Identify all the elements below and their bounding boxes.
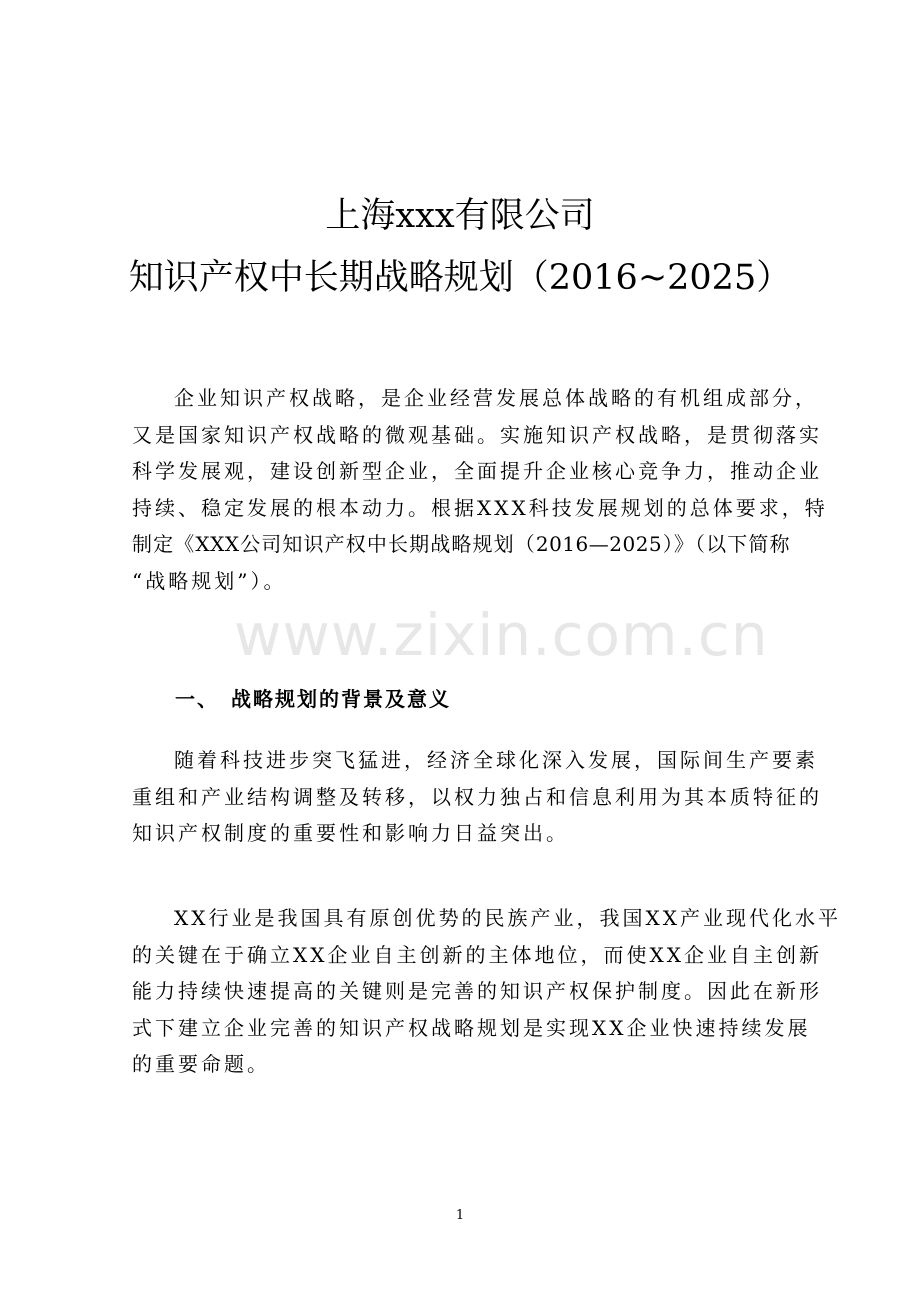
intro-line-6: “战略规划”）。 <box>132 568 287 593</box>
background-line-3: 知识产权制度的重要性和影响力日益突出。 <box>132 821 569 845</box>
background-line-1: 随着科技进步突飞猛进，经济全球化深入发展，国际间生产要素 <box>174 748 818 772</box>
background-paragraph <box>132 742 822 852</box>
intro-line-4: 持续、稳定发展的根本动力。根据XXX科技发展规划的总体要求，特 <box>132 495 828 520</box>
intro-paragraph <box>132 380 828 599</box>
intro-line-3: 科学发展观，建设创新型企业，全面提升企业核心竞争力，推动企业 <box>132 459 822 483</box>
section-title: 战略规划的背景及意义 <box>231 687 451 711</box>
industry-line-3: 能力持续快速提高的关键则是完善的知识产权保护制度。因此在新形 <box>132 979 822 1003</box>
page-number: 1 <box>455 1208 465 1223</box>
industry-line-1: XX行业是我国具有原创优势的民族产业，我国XX产业现代化水平 <box>174 906 841 930</box>
section-heading <box>175 684 451 714</box>
industry-paragraph <box>132 900 841 1083</box>
intro-line-1: 企业知识产权战略，是企业经营发展总体战略的有机组成部分， <box>174 386 818 410</box>
intro-line-2: 又是国家知识产权战略的微观基础。实施知识产权战略，是贯彻落实 <box>132 422 822 447</box>
industry-line-2: 的关键在于确立XX企业自主创新的主体地位，而使XX企业自主创新 <box>132 942 822 967</box>
intro-line-5: 制定《XXX公司知识产权中长期战略规划（2016—2025）》（以下简称 <box>132 532 790 556</box>
document-title-company: 上海xxx有限公司 <box>325 196 595 236</box>
document-title-plan: 知识产权中长期战略规划（2016~2025） <box>128 258 792 298</box>
industry-line-4: 式下建立企业完善的知识产权战略规划是实现XX企业快速持续发展 <box>132 1015 811 1040</box>
section-number: 一、 <box>175 687 219 711</box>
watermark-text: www.zixin.com.cn <box>234 601 769 669</box>
background-line-2: 重组和产业结构调整及转移，以权力独占和信息利用为其本质特征的 <box>132 784 822 809</box>
industry-line-5: 的重要命题。 <box>132 1052 270 1076</box>
